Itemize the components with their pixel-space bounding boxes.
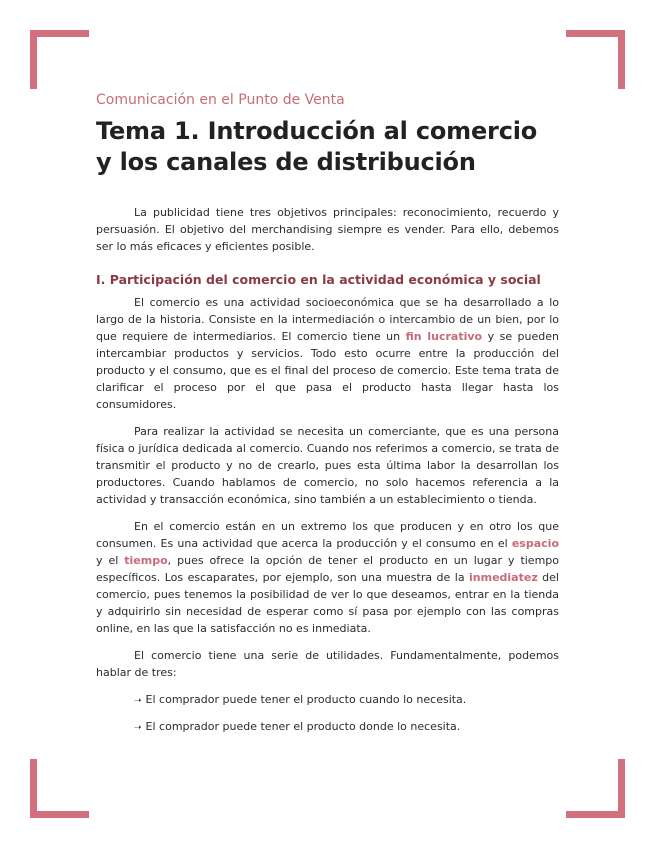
paragraph-2: Para realizar la actividad se necesita un comerciante, que es una persona física o jurídica dedicada al comercio. Cuando nos referimos a comercio, se trata de transmitir el producto y no de crearlo, pues esta última labor la desarrollan los productores. Cuando hablamos de comercio, no solo hacemos referencia a la actividad y transacción económica, sino también a un establecimiento o tienda. [96,425,559,506]
highlight-inmediatez: inmediatez [469,571,538,584]
arrow-icon: ➝ [134,723,142,733]
highlight-tiempo: tiempo [124,554,168,567]
highlight-fin-lucrativo: fin lucrativo [405,330,483,343]
paragraph-3: En el comercio están en un extremo los que producen y en otro los que consumen. Es una actividad que acerca la producción y el consumo en el espacio y el tiempo, pues ofrece la opción de tener el producto en un lugar y tiempo específicos. Los escaparates, por ejemplo, son una muestra de la inmediatez del comercio, pues tenemos la posibilidad de ver lo que deseamos, entrar en la tienda y adquirirlo sin necesidad de esperar como sí pasa por ejemplo con las compras online, en las que la satisfacción no es inmediata. [96,520,560,635]
subject-label: Comunicación en el Punto de Venta [96,92,345,108]
paragraph-1: El comercio es una actividad socioeconómica que se ha desarrollado a lo largo de la historia. Consiste en la intermediación o intercambio de un bien, por lo que requiere de intermediarios. El comercio tiene un fin lucrativo y se pueden intercambiar productos y servicios. Todo esto ocurre entre la producción del producto y el consumo, que es el final del proceso de comercio. Este tema trata de clarificar el proceso por el que pasa el producto hasta llegar hasta los consumidores. [96,296,560,411]
corner-mark-top-left [30,30,89,89]
intro-paragraph: La publicidad tiene tres objetivos principales: reconocimiento, recuerdo y persuasión. El objetivo del merchandising siempre es vender. Para ello, debemos ser lo más eficaces y eficientes posible. [96,206,559,253]
arrow-icon: ➝ [134,696,142,706]
list-item: ➝ El comprador puede tener el producto cuando lo necesita. [134,693,467,706]
list-item: ➝ El comprador puede tener el producto donde lo necesita. [134,720,461,733]
highlight-espacio: espacio [511,537,559,550]
page-title: Tema 1. Introducción al comercio y los canales de distribución [96,117,538,176]
section-heading: I. Participación del comercio en la actividad económica y social [96,272,541,287]
paragraph-4: El comercio tiene una serie de utilidades. Fundamentalmente, podemos hablar de tres: [96,649,559,679]
corner-mark-bottom-right [566,759,625,818]
corner-mark-bottom-left [30,759,89,818]
utility-list [96,691,559,737]
corner-mark-top-right [566,30,625,89]
document-content [96,92,559,745]
